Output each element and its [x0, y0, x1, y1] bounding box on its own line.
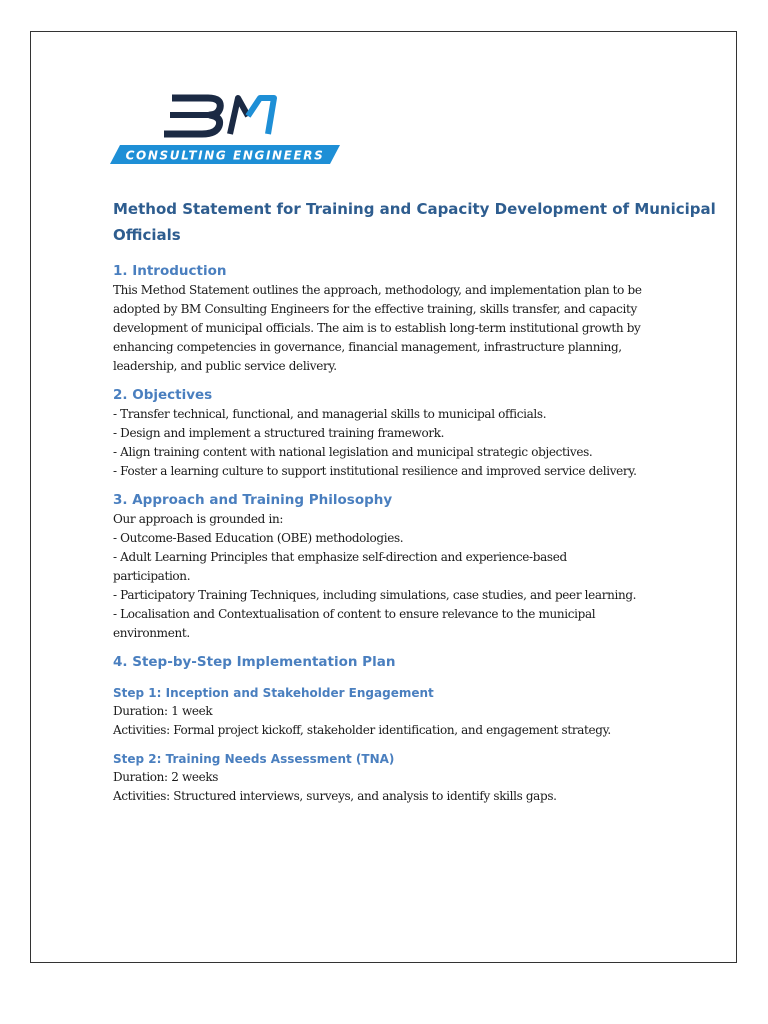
text-line: enhancing competencies in governance, financial management, infrastructure planning,: [113, 340, 622, 354]
step-text: [113, 702, 673, 740]
section-text: [113, 281, 673, 376]
section-implementation: [113, 653, 673, 806]
text-line: Our approach is grounded in:: [113, 512, 284, 526]
section-heading: 2. Objectives: [113, 387, 213, 403]
section-text: [113, 510, 673, 643]
text-line: This Method Statement outlines the approach, methodology, and implementation plan to be: [113, 283, 642, 297]
text-line: participation.: [113, 569, 191, 583]
text-line: - Adult Learning Principles that emphasize self-direction and experience-based: [113, 550, 567, 564]
text-line: - Localisation and Contextualisation of content to ensure relevance to the municipal: [113, 607, 596, 621]
text-line: development of municipal officials. The aim is to establish long-term institutional growth by: [113, 321, 641, 335]
implementation-step: [113, 684, 673, 740]
text-line: - Participatory Training Techniques, including simulations, case studies, and peer learning.: [113, 588, 637, 602]
section-introduction: [113, 262, 673, 376]
text-line: - Foster a learning culture to support institutional resilience and improved service delivery.: [113, 464, 637, 478]
title-line: Method Statement for Training and Capacity Development of Municipal: [113, 200, 716, 218]
bm-consulting-logo: [110, 88, 350, 168]
logo-letter-m-right: [248, 98, 274, 134]
text-line: - Design and implement a structured training framework.: [113, 426, 445, 440]
document-title: [113, 196, 716, 248]
logo-graphic: [110, 88, 350, 168]
document-body: [113, 196, 716, 816]
step-duration: Duration: 2 weeks: [113, 770, 219, 784]
section-heading: 3. Approach and Training Philosophy: [113, 492, 393, 508]
text-line: leadership, and public service delivery.: [113, 359, 337, 373]
text-line: - Align training content with national legislation and municipal strategic objectives.: [113, 445, 593, 459]
section-objectives: [113, 386, 673, 481]
step-heading: Step 2: Training Needs Assessment (TNA): [113, 752, 395, 766]
text-line: adopted by BM Consulting Engineers for the effective training, skills transfer, and capacity: [113, 302, 637, 316]
step-text: [113, 768, 673, 806]
step-duration: Duration: 1 week: [113, 704, 213, 718]
text-line: environment.: [113, 626, 190, 640]
title-line: Officials: [113, 226, 181, 244]
section-heading: 1. Introduction: [113, 263, 227, 279]
step-activities: Activities: Formal project kickoff, stakeholder identification, and engagement strategy.: [113, 723, 611, 737]
logo-tagline: CONSULTING ENGINEERS: [125, 148, 325, 163]
step-heading: Step 1: Inception and Stakeholder Engagement: [113, 686, 434, 700]
step-activities: Activities: Structured interviews, surveys, and analysis to identify skills gaps.: [113, 789, 557, 803]
logo-letter-m-left: [230, 98, 248, 134]
section-approach: [113, 491, 673, 643]
section-heading: 4. Step-by-Step Implementation Plan: [113, 654, 396, 670]
text-line: - Transfer technical, functional, and managerial skills to municipal officials.: [113, 407, 547, 421]
implementation-step: [113, 750, 673, 806]
text-line: - Outcome-Based Education (OBE) methodologies.: [113, 531, 404, 545]
section-text: [113, 405, 673, 481]
